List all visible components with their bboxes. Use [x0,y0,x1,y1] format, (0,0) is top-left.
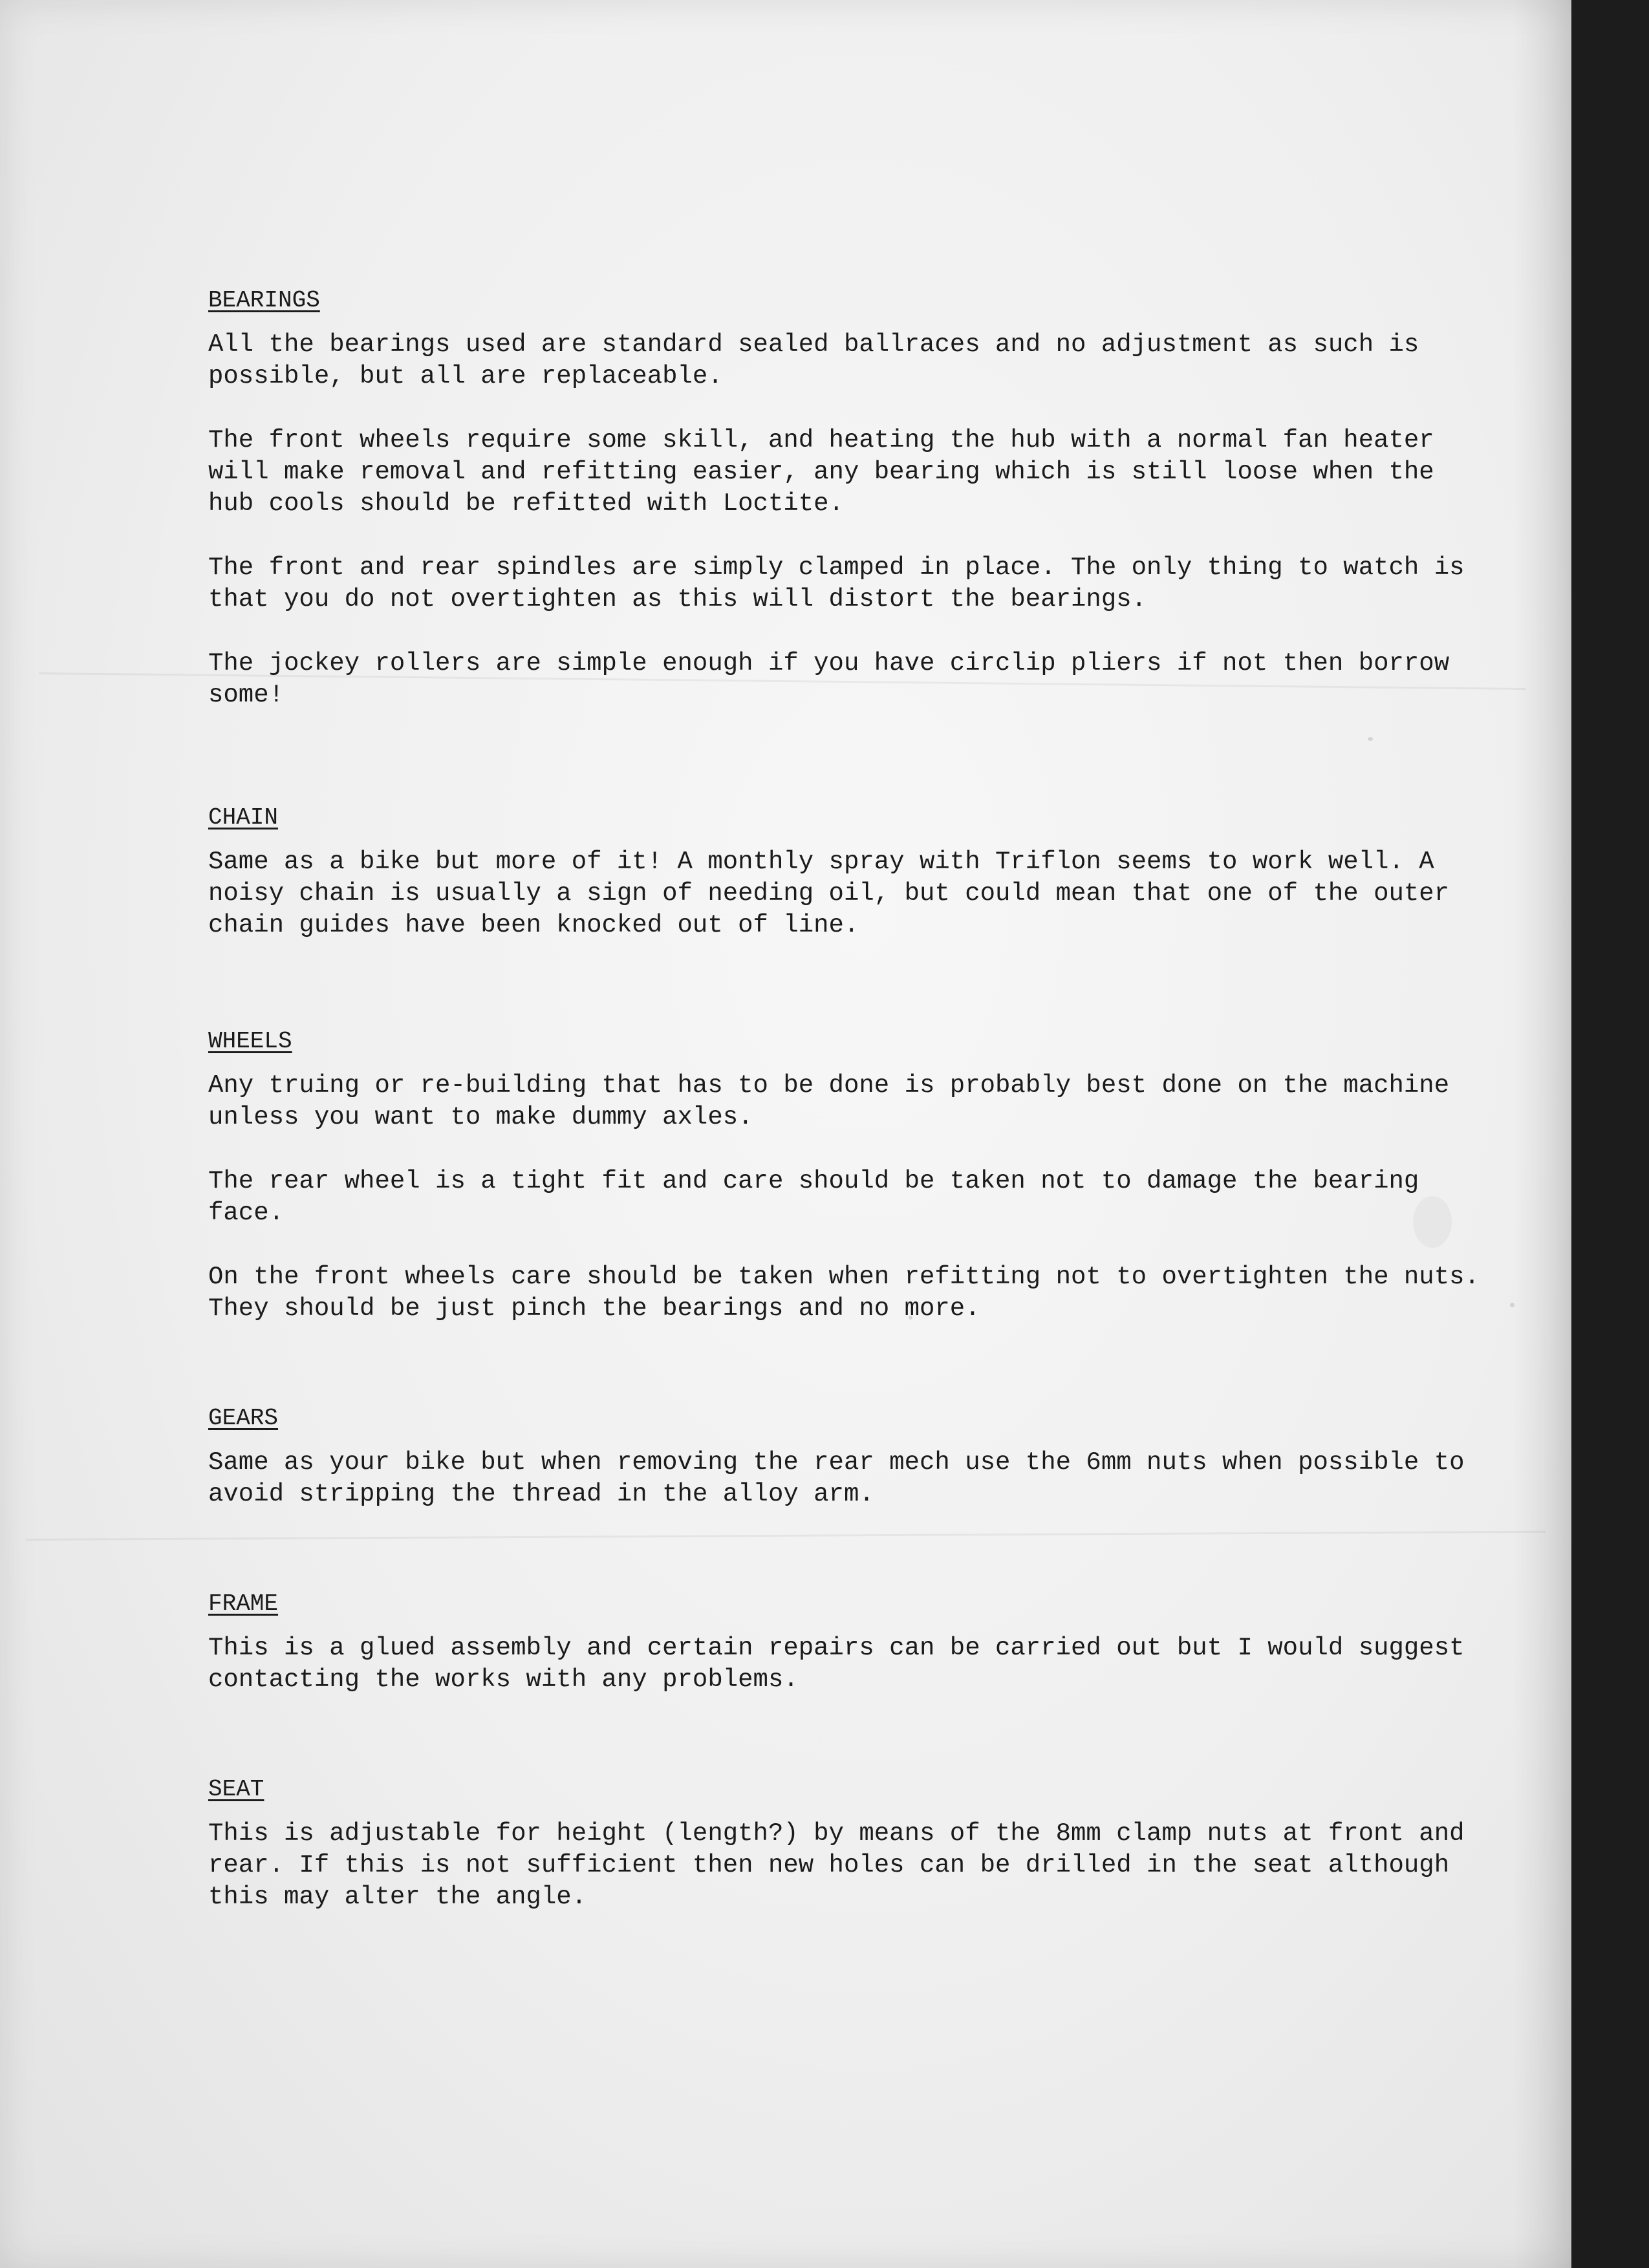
paragraph: Same as a bike but more of it! A monthly spray with Triflon seems to work well. A noisy chain is usually a sign of needing oil, but could mean that one of the outer chain guides have been knocked out of line. [208,848,1450,939]
section-heading: WHEELS [208,1028,292,1054]
section-wheels [208,1025,1489,1325]
paragraph: Same as your bike but when removing the rear mech use the 6mm nuts when possible to avoid stripping the thread in the alloy arm. [208,1448,1465,1508]
section-heading: BEARINGS [208,287,320,314]
section-gears [208,1402,1489,1510]
maintenance-notes [208,284,1489,1913]
paragraph: The front and rear spindles are simply clamped in place. The only thing to watch is that you do not overtighten as this will distort the bearings. [208,553,1465,614]
section-heading: FRAME [208,1590,279,1617]
section-frame [208,1588,1489,1696]
paragraph: This is a glued assembly and certain repairs can be carried out but I would suggest contacting the works with any problems. [208,1634,1465,1694]
paragraph: Any truing or re-building that has to be done is probably best done on the machine unless you want to make dummy axles. [208,1071,1450,1131]
section-chain [208,802,1489,941]
paragraph: This is adjustable for height (length?) by means of the 8mm clamp nuts at front and rear. If this is not sufficient then new holes can be drilled in the seat although this may alter the angle. [208,1819,1465,1911]
section-heading: CHAIN [208,804,279,831]
paragraph: The jockey rollers are simple enough if you have circlip pliers if not then borrow some! [208,649,1450,709]
section-heading: GEARS [208,1405,279,1431]
paragraph: The rear wheel is a tight fit and care should be taken not to damage the bearing face. [208,1167,1419,1227]
paper-edge-shadow [1513,0,1571,2268]
paragraph: All the bearings used are standard sealed ballraces and no adjustment as such is possible, but all are replaceable. [208,330,1419,390]
section-seat [208,1773,1489,1913]
paragraph: On the front wheels care should be taken when refitting not to overtighten the nuts. They should be just pinch the bearings and no more. [208,1263,1480,1323]
section-bearings [208,284,1489,711]
paper-speck [1510,1303,1514,1307]
paragraph: The front wheels require some skill, and heating the hub with a normal fan heater will make removal and refitting easier, any bearing which is still loose when the hub cools should be refitted with Loctite. [208,426,1434,518]
section-heading: SEAT [208,1776,264,1803]
